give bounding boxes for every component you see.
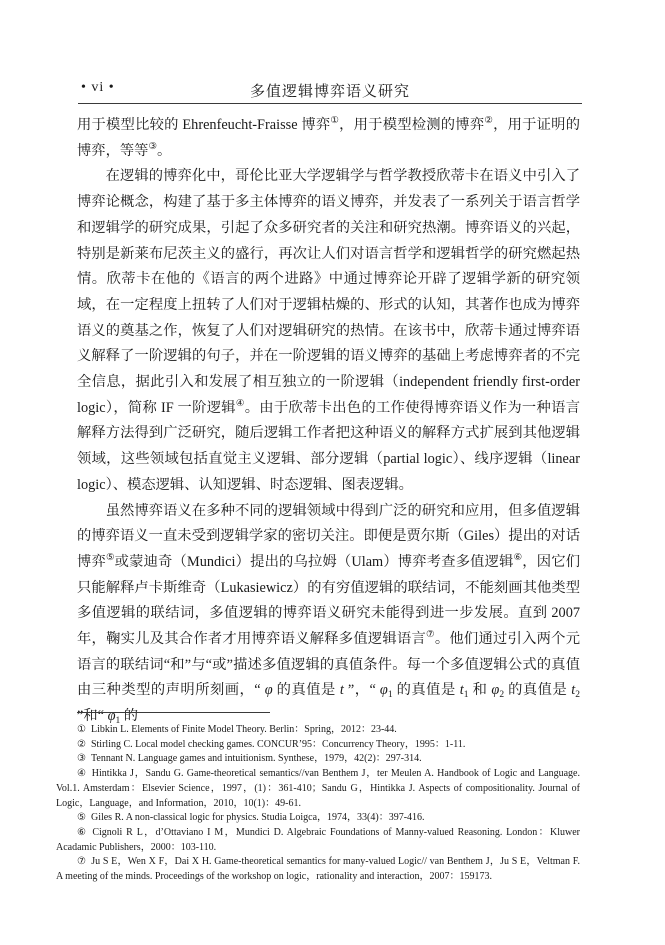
footnote <box>56 752 580 767</box>
footnote <box>56 723 580 738</box>
footnote-marker: ④ <box>77 768 92 780</box>
text-run: 的真值是 <box>392 682 460 699</box>
footnote-text: Tennant N. Language games and intuitionism. Synthese，1979，42(2)：297-314. <box>90 753 422 765</box>
text-run: 。他们通过引入两个元语言的联结词“和”与“或”描述多值逻辑的真值条件。每一个多值逻辑公式的真值由三种类型的声明所刻画，“ <box>77 631 580 699</box>
footnote-text: Stirling C. Local model checking games. CONCUR’95：Concurrency Theory，1995：1-11. <box>90 738 466 750</box>
footnote-marker: ① <box>77 724 91 735</box>
running-title: 多值逻辑博弈语义研究 <box>249 84 410 100</box>
text-run: 。由于欣蒂卡出色的工作使得博弈语义作为一种语言解释方法得到广泛研究，随后逻辑工作者把这种语义的解释方式扩展到其他逻辑领域，这些领域包括直觉主义逻辑、部分逻辑（partial logic）、线序逻辑（linear logic）、模态逻辑、认知逻辑、时态逻辑、图表逻辑。 <box>77 399 580 493</box>
paragraph <box>77 499 580 730</box>
text-run: ”，“ <box>343 682 380 699</box>
footnote-text: Hintikka J，Sandu G. Game-theoretical semantics//van Benthem J，ter Meulen A. Handbook of Logic and Language. Vol.1. Amsterdam：Elsevier Science，1997，(1)：361-410；Sandu G，Hintikka J. Aspects of compositionality. Journal of Logic，Language，and Information，2010，10(1)：49-61. <box>56 768 580 809</box>
text-run: 的 <box>120 708 139 725</box>
math-symbol: φ <box>264 682 273 699</box>
footnote-ref: ④ <box>235 398 245 409</box>
footnote-ref: ① <box>330 116 340 127</box>
footnote-text: Ju S E，Wen X F，Dai X H. Game-theoretical semantics for many-valued Logic// van Benthem J，Ju S E，Veltman F. A meeting of the minds. Proceedings of the workshop on logic，rationality and interaction，2007：159173. <box>56 856 580 883</box>
text-run: 和 <box>468 682 492 699</box>
footnote-ref: ⑦ <box>426 630 435 641</box>
math-symbol: φ <box>491 682 500 699</box>
text-run: 的真值是 <box>504 682 572 699</box>
text-run: ”和“ <box>77 708 108 725</box>
text-run: ，因它们只能解释卢卡斯维奇（Lukasiewicz）的有穷值逻辑的联结词，不能刻画其他类型多值逻辑的联结词，多值逻辑的博弈语义研究未能得到进一步发展。直到 2007 年，鞠实儿及其合作者才用博弈语义解释多值逻辑语言 <box>77 553 581 648</box>
math-subscript: 2 <box>575 690 581 701</box>
footnote-marker: ⑤ <box>77 812 91 824</box>
page-number: • vi • <box>81 80 115 95</box>
text-run: ，用于模型检测的博弈 <box>339 117 485 133</box>
footnote-marker: ⑥ <box>77 826 93 838</box>
footnote-marker: ⑦ <box>77 856 92 868</box>
paragraph <box>77 164 580 498</box>
math-subscript: 1 <box>115 716 121 727</box>
text-run: 在逻辑的博弈化中，哥伦比亚大学逻辑学与哲学教授欣蒂卡在语义中引入了博弈论概念，构建了基于多主体博弈的语义博弈，并发表了一系列关于语言哲学和逻辑学的研究成果，引起了众多研究者的关注和研究热潮。博弈语义的兴起，特别是新莱布尼茨主义的盛行，再次让人们对语言哲学和逻辑哲学的研究燃起热情。欣蒂卡在他的《语言的两个进路》中通过博弈论开辟了逻辑学新的研究领域，在一定程度上扭转了人们对于逻辑枯燥的、形式的认知，其著作也成为博弈语义的奠基之作，恢复了人们对逻辑研究的热情。在该书中，欣蒂卡通过博弈语义解释了一阶逻辑的句子，并在一阶逻辑的语义博弈的基础上考虑博弈者的不完全信息，据此引入和发展了相互独立的一阶逻辑（independent friendly first-order logic），简称 IF 一阶逻辑 <box>77 168 580 416</box>
footnote <box>56 738 580 753</box>
footnote-marker: ③ <box>77 753 91 765</box>
text-run: 或蒙迪奇（Mundici）提出的乌拉姆（Ulam）博弈考查多值逻辑 <box>114 553 514 570</box>
footnote-ref: ⑥ <box>513 553 523 564</box>
math-subscript: 1 <box>387 690 393 701</box>
footnote <box>56 811 580 826</box>
footnote-text: Giles R. A non-classical logic for physics. Studia Loigca，1974，33(4)：397-416. <box>90 812 425 824</box>
footnotes-section <box>56 712 580 885</box>
footnote <box>56 855 580 884</box>
footnotes-list <box>56 723 580 885</box>
footnote <box>56 767 580 811</box>
math-symbol: φ <box>379 682 388 699</box>
footnote-ref: ⑤ <box>105 553 115 564</box>
math-symbol: φ <box>107 708 116 725</box>
footnote-separator <box>77 712 270 713</box>
footnote-text: Cignoli R L，d’Ottaviano I M，Mundici D. Algebraic Foundations of Manny-valued Reasoning. London：Kluwer Acadamic Publishers，2000：103-110. <box>56 826 580 853</box>
footnote <box>56 826 580 855</box>
math-symbol: t <box>459 682 464 699</box>
text-run: 。 <box>157 142 172 159</box>
math-symbol: t <box>339 682 344 699</box>
math-subscript: 1 <box>463 690 469 701</box>
math-symbol: t <box>571 682 576 699</box>
footnote-ref: ② <box>484 116 494 127</box>
page-header <box>78 76 582 104</box>
text-run: 用于模型比较的 Ehrenfeucht-Fraisse 博弈 <box>77 117 331 133</box>
paragraph <box>77 113 580 164</box>
text-run: 的真值是 <box>272 682 340 699</box>
footnote-ref: ③ <box>148 141 158 152</box>
footnote-marker: ② <box>77 738 91 750</box>
math-subscript: 2 <box>499 690 505 701</box>
footnote-text: Libkin L. Elements of Finite Model Theory. Berlin：Spring，2012：23-44. <box>90 724 397 735</box>
text-run: ，用于证明的博弈，等等 <box>77 117 580 159</box>
body-text <box>77 113 580 730</box>
text-run: 虽然博弈语义在多种不同的逻辑领域中得到广泛的研究和应用，但多值逻辑的博弈语义一直未受到逻辑学家的密切关注。即便是贾尔斯（Giles）提出的对话博弈 <box>77 502 580 570</box>
